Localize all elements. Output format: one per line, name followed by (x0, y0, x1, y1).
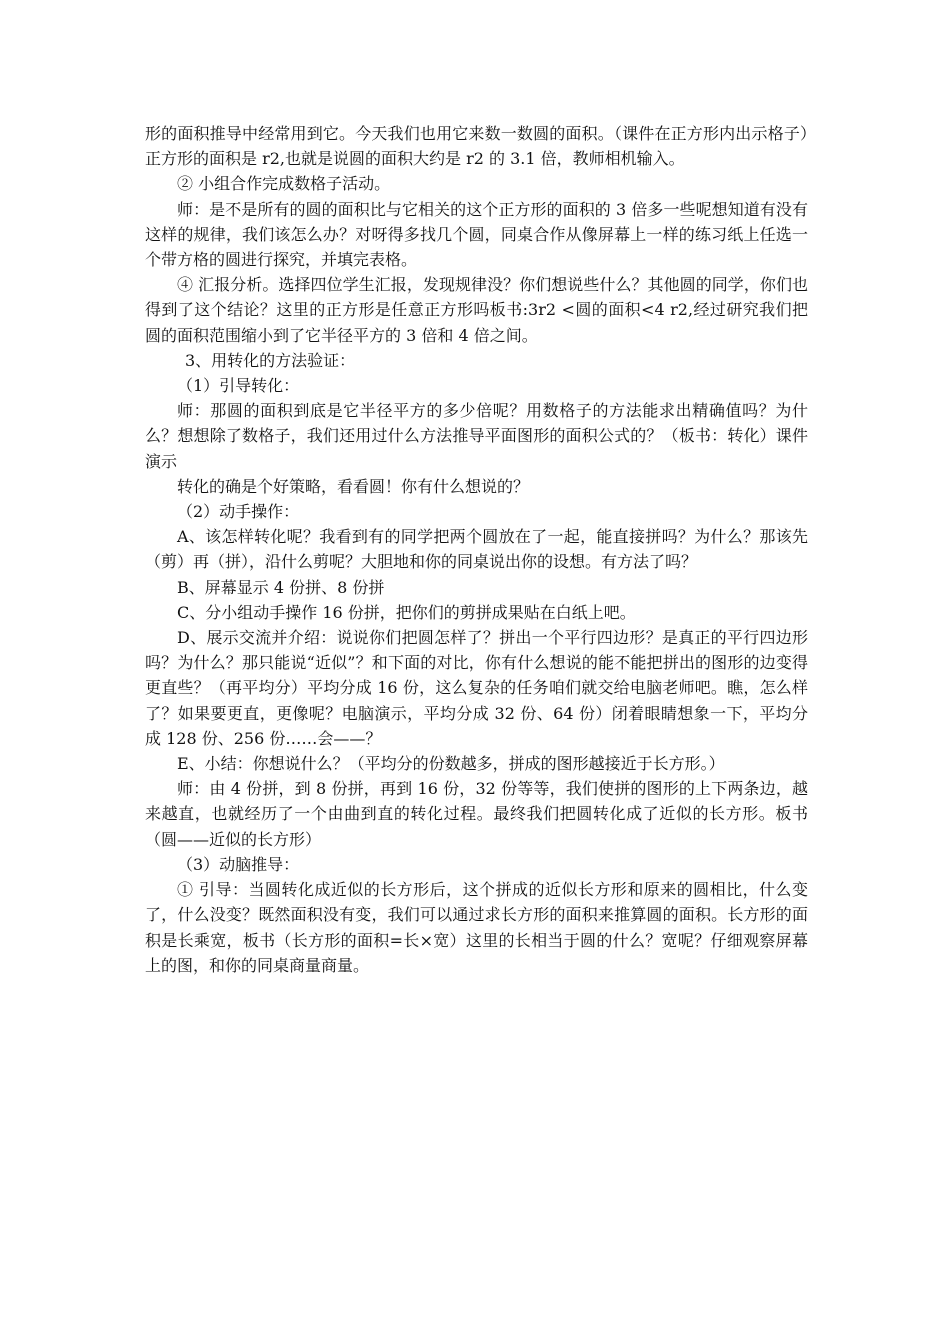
paragraph-step-a: A、该怎样转化呢？我看到有的同学把两个圆放在了一起，能直接拼吗？为什么？那该先（剪）再（拼），沿什么剪呢？大胆地和你的同桌说出你的设想。有方法了吗？ (145, 527, 808, 572)
paragraph-teacher-question: 师：是不是所有的圆的面积比与它相关的这个正方形的面积的 3 倍多一些呢想知道有没有这样的规律，我们该怎么办？对呀得多找几个圆，同桌合作从像屏幕上一样的练习纸上任选一个带方格的圆进行探究，并填完表格。 (145, 199, 808, 270)
document-body (145, 121, 808, 978)
subheading-hands-on: （2）动手操作： (177, 502, 300, 522)
paragraph-strategy: 转化的确是个好策略，看看圆！你有什么想说的？ (177, 476, 530, 496)
paragraph-teacher-summary: 师：由 4 份拼，到 8 份拼，再到 16 份，32 份等等，我们使拼的图形的上下两条边，越来越直，也就经历了一个由曲到直的转化过程。最终我们把圆转化成了近似的长方形。板书（圆——近似的长方形） (145, 779, 808, 849)
paragraph-report-analysis: ④ 汇报分析。选择四位学生汇报，发现规律没？你们想说些什么？其他圆的同学，你们也得到了这个结论？这里的正方形是任意正方形吗板书:3r2 <圆的面积<4 r2,经过研究我们把圆的面积范围缩小到了它半径平方的 3 倍和 4 倍之间。 (145, 275, 808, 345)
paragraph-intro: 形的面积推导中经常用到它。今天我们也用它来数一数圆的面积。（课件在正方形内出示格子）正方形的面积是 r2,也就是说圆的面积大约是 r2 的 3.1 倍，教师相机输入。 (145, 124, 808, 169)
paragraph-step-b: B、屏幕显示 4 份拼、8 份拼 (177, 577, 385, 597)
paragraph-step-e: E、小结：你想说什么？（平均分的份数越多，拼成的图形越接近于长方形。） (177, 754, 725, 774)
paragraph-step-c: C、分小组动手操作 16 份拼，把你们的剪拼成果贴在白纸上吧。 (177, 602, 636, 622)
subheading-derive: （3）动脑推导： (177, 854, 300, 874)
subheading-guide-transform: （1）引导转化： (177, 376, 300, 396)
section-heading-transform: 3、用转化的方法验证： (185, 350, 356, 370)
paragraph-step-d: D、展示交流并介绍：说说你们把圆怎样了？拼出一个平行四边形？是真正的平行四边形吗？为什么？那只能说“近似”？和下面的对比，你有什么想说的能不能把拼出的图形的边变得更直些？（再平均分）平均分成 16 份，这么复杂的任务咱们就交给电脑老师吧。瞧，怎么样了？如果要更直，更像呢？电脑演示，平均分成 32 份、64 份）闭着眼睛想象一下，平均分成 128 份、256 份……会——？ (145, 628, 808, 748)
paragraph-guide-derive: ① 引导：当圆转化成近似的长方形后，这个拼成的近似长方形和原来的圆相比，什么变了，什么没变？既然面积没有变，我们可以通过求长方形的面积来推算圆的面积。长方形的面积是长乘宽，板书（长方形的面积=长×宽）这里的长相当于圆的什么？宽呢？仔细观察屏幕上的图，和你的同桌商量商量。 (145, 880, 808, 975)
paragraph-teacher-precise: 师：那圆的面积到底是它半径平方的多少倍呢？用数格子的方法能求出精确值吗？为什么？想想除了数格子，我们还用过什么方法推导平面图形的面积公式的？（板书：转化）课件演示 (145, 401, 808, 471)
paragraph-group-activity: ② 小组合作完成数格子活动。 (177, 174, 391, 194)
